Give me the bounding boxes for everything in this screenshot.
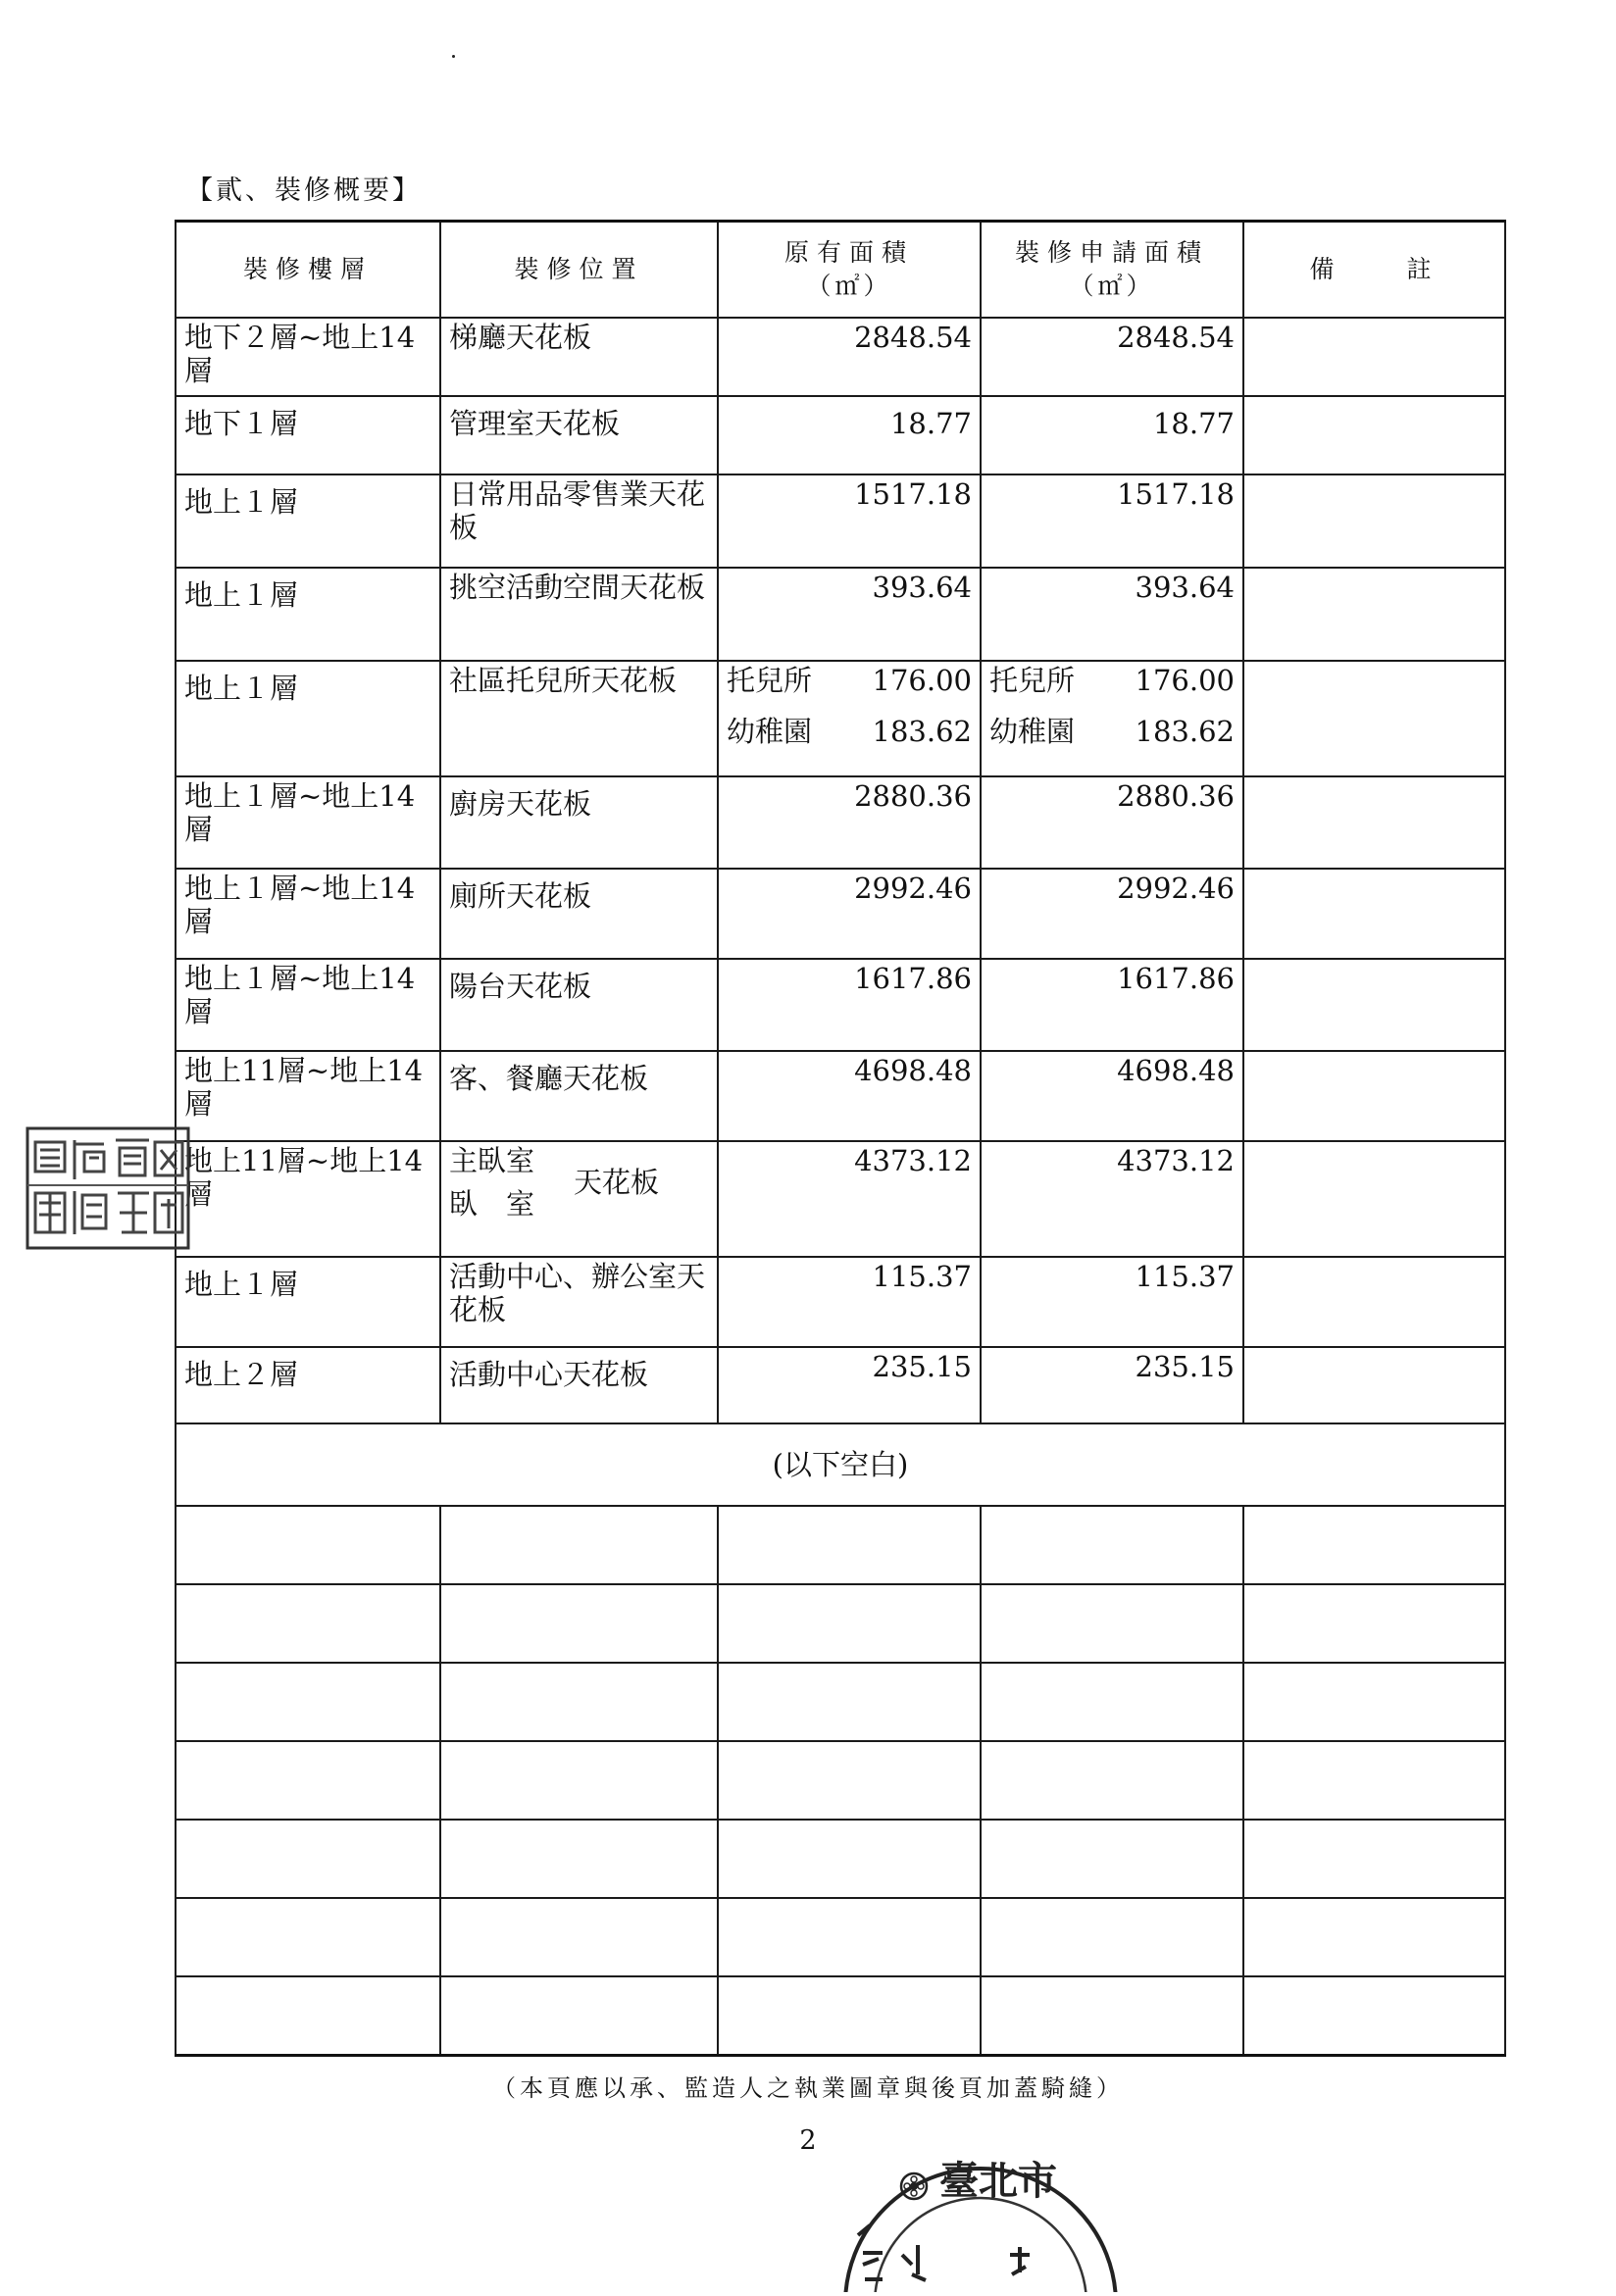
row-applied-area: 115.37	[981, 1257, 1243, 1347]
row-remarks	[1243, 1347, 1505, 1423]
flower-emblem-icon	[901, 2173, 927, 2199]
header-remarks: 備 註	[1243, 222, 1505, 319]
empty-row	[176, 1663, 1505, 1741]
table-row	[176, 661, 1505, 776]
row-applied-area	[981, 661, 1243, 776]
location-line: 臥 室	[449, 1187, 535, 1221]
table-row	[176, 959, 1505, 1051]
table-row	[176, 474, 1505, 568]
row-location: 客、餐廳天花板	[440, 1051, 718, 1141]
row-location: 日常用品零售業天花板	[440, 474, 718, 568]
row-floor: 地上１層	[176, 1257, 440, 1347]
row-original-area: 4698.48	[718, 1051, 981, 1141]
section-heading: 【貳、裝修概要】	[186, 175, 422, 206]
table-row	[176, 1051, 1505, 1141]
row-remarks	[1243, 568, 1505, 661]
empty-row	[176, 1898, 1505, 1976]
table-row	[176, 1347, 1505, 1423]
header-original-area: 原有面積 （㎡）	[718, 222, 981, 319]
row-floor: 地上１層~地上14層	[176, 776, 440, 869]
row-original-area: 2992.46	[718, 869, 981, 959]
sub-value: 176.00	[1135, 664, 1235, 697]
row-applied-area: 1617.86	[981, 959, 1243, 1051]
table-header-row	[176, 222, 1505, 319]
row-applied-area: 18.77	[981, 396, 1243, 474]
location-suffix: 天花板	[574, 1166, 660, 1199]
sub-entry	[727, 715, 972, 748]
blank-note: (以下空白)	[176, 1423, 1505, 1506]
row-applied-area: 393.64	[981, 568, 1243, 661]
row-floor: 地下１層	[176, 396, 440, 474]
row-remarks	[1243, 1141, 1505, 1257]
row-original-area: 235.15	[718, 1347, 981, 1423]
row-location: 管理室天花板	[440, 396, 718, 474]
row-floor: 地上11層~地上14層	[176, 1141, 440, 1257]
table-row	[176, 568, 1505, 661]
seal-text: 臺北市	[939, 2158, 1057, 2204]
row-applied-area: 2848.54	[981, 318, 1243, 396]
row-remarks	[1243, 1257, 1505, 1347]
row-floor: 地上11層~地上14層	[176, 1051, 440, 1141]
sub-label: 托兒所	[727, 664, 813, 697]
row-floor: 地上１層~地上14層	[176, 869, 440, 959]
table-row	[176, 776, 1505, 869]
row-floor: 地上１層	[176, 568, 440, 661]
renovation-summary-table	[175, 220, 1506, 2057]
row-original-area	[718, 661, 981, 776]
row-original-area: 2880.36	[718, 776, 981, 869]
row-original-area: 115.37	[718, 1257, 981, 1347]
sub-label: 幼稚園	[727, 715, 813, 748]
sub-entry	[989, 664, 1235, 697]
row-remarks	[1243, 474, 1505, 568]
location-line: 主臥室	[449, 1144, 535, 1177]
row-remarks	[1243, 959, 1505, 1051]
row-applied-area: 1517.18	[981, 474, 1243, 568]
row-location: 廁所天花板	[440, 869, 718, 959]
empty-row	[176, 1584, 1505, 1663]
row-location: 梯廳天花板	[440, 318, 718, 396]
empty-row	[176, 1820, 1505, 1898]
header-location: 裝修位置	[440, 222, 718, 319]
table-row	[176, 869, 1505, 959]
table-row	[176, 396, 1505, 474]
row-applied-area: 2992.46	[981, 869, 1243, 959]
footer-note: （本頁應以承、監造人之執業圖章與後頁加蓋騎縫）	[492, 2074, 1124, 2102]
sub-label: 幼稚園	[989, 715, 1076, 748]
row-applied-area: 235.15	[981, 1347, 1243, 1423]
sub-value: 183.62	[1135, 715, 1235, 748]
row-original-area: 18.77	[718, 396, 981, 474]
row-location: 廚房天花板	[440, 776, 718, 869]
row-floor: 地上１層	[176, 474, 440, 568]
empty-row	[176, 1976, 1505, 2056]
row-original-area: 2848.54	[718, 318, 981, 396]
sub-label: 托兒所	[989, 664, 1076, 697]
row-original-area: 1517.18	[718, 474, 981, 568]
row-location: 活動中心天花板	[440, 1347, 718, 1423]
row-location: 社區托兒所天花板	[440, 661, 718, 776]
scan-speck	[452, 55, 455, 58]
row-floor: 地上１層	[176, 661, 440, 776]
row-applied-area: 4373.12	[981, 1141, 1243, 1257]
row-floor: 地上１層~地上14層	[176, 959, 440, 1051]
header-applied-unit: （㎡）	[1069, 272, 1155, 300]
table-row	[176, 1141, 1505, 1257]
sub-value: 183.62	[872, 715, 972, 748]
sub-entry	[989, 715, 1235, 748]
table-row	[176, 318, 1505, 396]
header-floor: 裝修樓層	[176, 222, 440, 319]
empty-row	[176, 1741, 1505, 1820]
bottom-round-seal	[824, 2137, 1118, 2296]
row-original-area: 1617.86	[718, 959, 981, 1051]
empty-row	[176, 1506, 1505, 1584]
row-remarks	[1243, 661, 1505, 776]
row-remarks	[1243, 396, 1505, 474]
row-remarks	[1243, 776, 1505, 869]
row-location: 挑空活動空間天花板	[440, 568, 718, 661]
row-remarks	[1243, 1051, 1505, 1141]
row-applied-area: 4698.48	[981, 1051, 1243, 1141]
row-floor: 地下２層~地上14層	[176, 318, 440, 396]
row-original-area: 4373.12	[718, 1141, 981, 1257]
row-location: 陽台天花板	[440, 959, 718, 1051]
blank-note-row	[176, 1423, 1505, 1506]
header-original-unit: （㎡）	[806, 272, 892, 300]
row-applied-area: 2880.36	[981, 776, 1243, 869]
sub-value: 176.00	[872, 664, 972, 697]
row-floor: 地上２層	[176, 1347, 440, 1423]
page-number: 2	[799, 2125, 817, 2156]
row-location	[440, 1141, 718, 1257]
row-original-area: 393.64	[718, 568, 981, 661]
header-applied-area: 裝修申請面積 （㎡）	[981, 222, 1243, 319]
row-remarks	[1243, 318, 1505, 396]
row-location: 活動中心、辦公室天花板	[440, 1257, 718, 1347]
left-margin-seal	[25, 1123, 192, 1259]
row-remarks	[1243, 869, 1505, 959]
sub-entry	[727, 664, 972, 697]
table-row	[176, 1257, 1505, 1347]
